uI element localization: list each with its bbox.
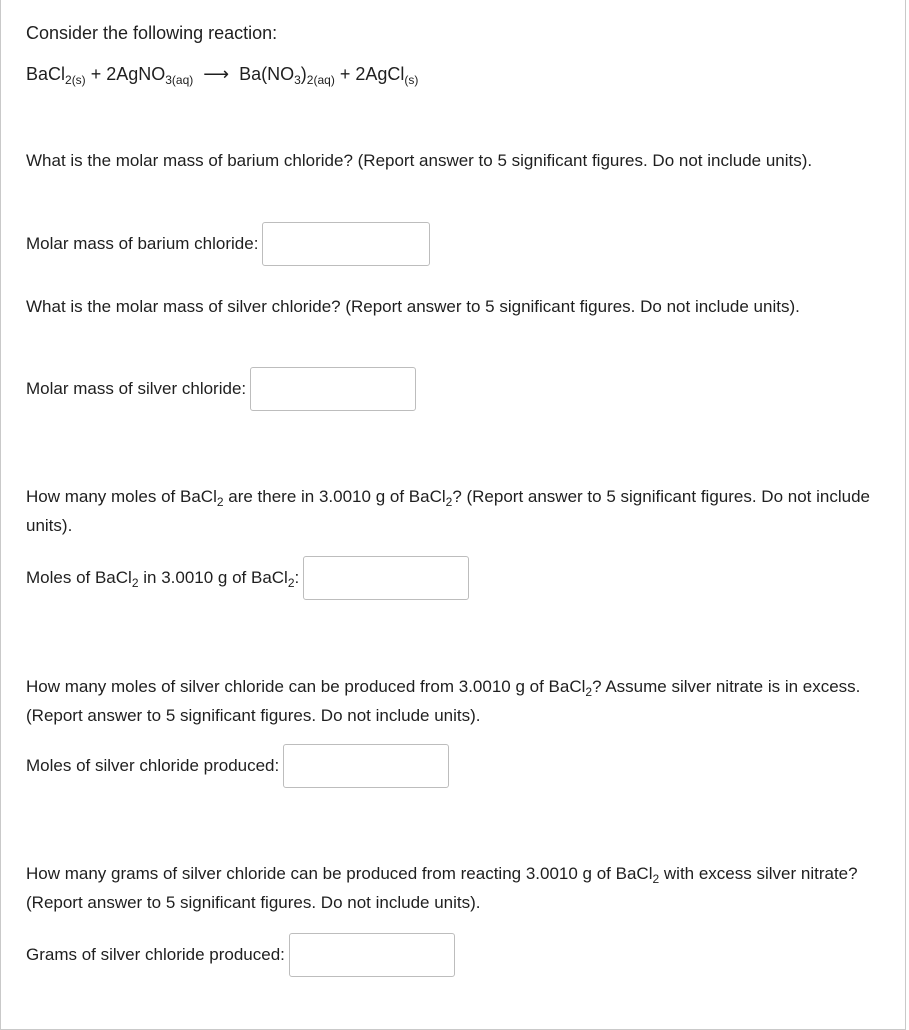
question-5-text: How many grams of silver chloride can be produced from reacting 3.0010 g of BaCl$_2$ with excess silver nitrate? (Report answer to 5 significant figures. Do not include units). bbox=[26, 864, 858, 912]
moles-bacl2-input[interactable] bbox=[303, 556, 469, 600]
molar-mass-agcl-input[interactable] bbox=[250, 367, 416, 411]
intro-text: Consider the following reaction: bbox=[26, 23, 278, 43]
equation-reactant: + 2AgNO$_{3(aq)}$ bbox=[85, 64, 194, 87]
equation-product: + 2AgCl$_{(s)}$ bbox=[334, 64, 419, 87]
answer-row-3 bbox=[26, 555, 469, 601]
answer-row-2 bbox=[26, 366, 416, 412]
answer-label-2: Molar mass of silver chloride: bbox=[26, 379, 247, 398]
moles-agcl-input[interactable] bbox=[283, 744, 449, 788]
answer-label-1: Molar mass of barium chloride: bbox=[26, 234, 259, 253]
answer-row-5 bbox=[26, 932, 455, 978]
question-1-text: What is the molar mass of barium chloride? (Report answer to 5 significant figures. Do not include units). bbox=[26, 151, 813, 170]
equation-product: $Ba(NO_3)_{2(aq)}$ bbox=[239, 64, 335, 87]
answer-label-5: Grams of silver chloride produced: bbox=[26, 945, 285, 964]
reaction-arrow-icon: ⟶ bbox=[203, 64, 230, 84]
chemical-equation bbox=[26, 64, 418, 85]
molar-mass-bacl2-input[interactable] bbox=[262, 222, 430, 266]
question-3-text: How many moles of BaCl$_2$ are there in 3.0010 g of BaCl$_2$? (Report answer to 5 significant figures. Do not include units). bbox=[26, 487, 870, 535]
answer-row-1 bbox=[26, 221, 430, 267]
grams-agcl-input[interactable] bbox=[289, 933, 455, 977]
equation-reactant: BaCl$_{2(s)}$ bbox=[26, 64, 86, 87]
question-2-text: What is the molar mass of silver chloride? (Report answer to 5 significant figures. Do not include units). bbox=[26, 297, 800, 316]
answer-label-4: Moles of silver chloride produced: bbox=[26, 756, 280, 775]
question-4-text: How many moles of silver chloride can be produced from 3.0010 g of BaCl$_2$? Assume silver nitrate is in excess. (Report answer to 5 significant figures. Do not include units). bbox=[26, 677, 861, 725]
answer-row-4 bbox=[26, 743, 449, 789]
answer-label-3: Moles of BaCl$_2$ in 3.0010 g of BaCl$_2$: bbox=[26, 568, 300, 590]
